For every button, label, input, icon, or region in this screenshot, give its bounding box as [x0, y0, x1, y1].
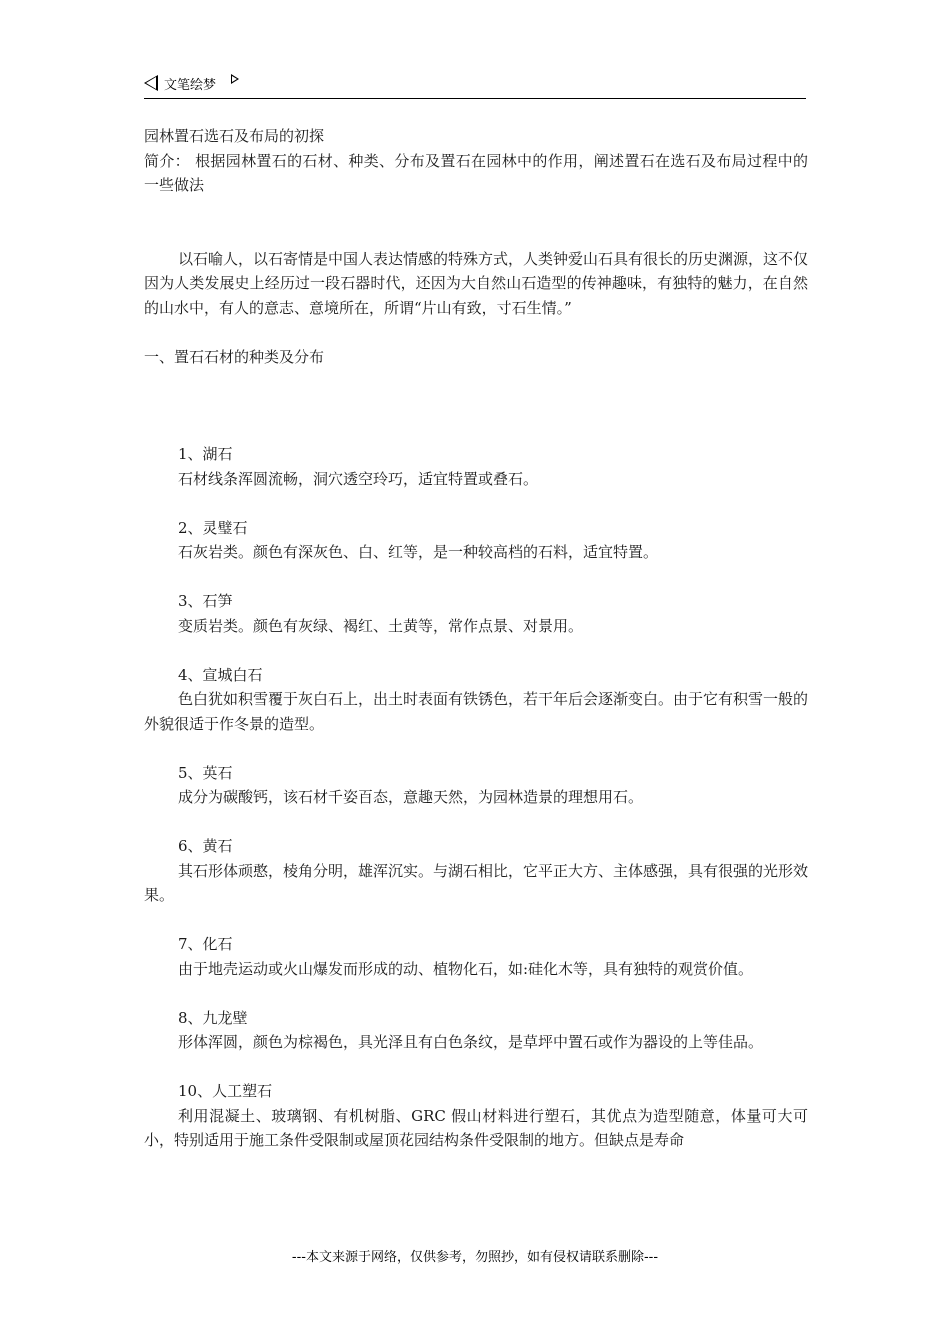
item-heading: 5、英石 [178, 763, 233, 782]
item-text: 色白犹如积雪覆于灰白石上，出土时表面有铁锈色，若干年后会逐渐变白。由于它有积雪一般的外貌很适于作冬景的造型。 [144, 690, 809, 733]
item-text: 利用混凝土、玻璃钢、有机树脂、GRC 假山材料进行塑石，其优点为造型随意，体量可大可小，特别适用于施工条件受限制或屋顶花园结构条件受限制的地方。但缺点是寿命 [144, 1106, 808, 1149]
item-text: 成分为碳酸钙，该石材千姿百态，意趣天然，为园林造景的理想用石。 [178, 788, 644, 806]
document-body [144, 124, 808, 1153]
intro-paragraph: 以石喻人，以石寄情是中国人表达情感的特殊方式，人类钟爱山石具有很长的历史渊源，这不仅因为人类发展史上经历过一段石器时代，还因为大自然山石造型的传神趣味，有独特的魅力，在自然的山水中，有人的意志、意境所在，所谓“片山有致，寸石生情。” [144, 249, 809, 317]
item-heading: 4、宣城白石 [178, 665, 263, 684]
item-text: 变质岩类。颜色有灰绿、褐红、土黄等，常作点景、对景用。 [178, 616, 584, 635]
item-text: 由于地壳运动或火山爆发而形成的动、植物化石，如:硅化木等，具有独特的观赏价值。 [178, 959, 754, 978]
document-summary: 简介： 根据园林置石的石材、种类、分布及置石在园林中的作用，阐述置石在选石及布局过程中的一些做法 [144, 151, 808, 194]
item-heading: 1、湖石 [178, 445, 233, 463]
triangle-right-icon [231, 74, 239, 84]
document-title: 园林置石选石及布局的初探 [144, 127, 325, 145]
item-heading: 6、黄石 [178, 837, 233, 855]
item-text: 形体浑圆，颜色为棕褐色，具光泽且有白色条纹，是草坪中置石或作为器设的上等佳品。 [178, 1033, 764, 1051]
page-footer: ---本文来源于网络，仅供参考，勿照抄，如有侵权请联系删除--- [291, 1250, 659, 1265]
header-title: 文笔绘梦 [164, 78, 217, 93]
item-heading: 8、九龙壁 [178, 1008, 248, 1027]
item-heading: 7、化石 [178, 935, 233, 953]
triangle-left-icon [144, 75, 158, 91]
section-heading: 一、置石石材的种类及分布 [144, 347, 325, 366]
item-text: 石材线条浑圆流畅，洞穴透空玲巧，适宜特置或叠石。 [178, 469, 539, 488]
item-text: 其石形体顽憨，棱角分明，雄浑沉实。与湖石相比，它平正大方、主体感强，具有很强的光形效果。 [144, 861, 809, 904]
item-heading: 10、人工塑石 [178, 1082, 273, 1100]
item-heading: 2、灵璧石 [178, 518, 248, 537]
item-heading: 3、石笋 [178, 592, 233, 610]
page-header [144, 72, 806, 99]
item-text: 石灰岩类。颜色有深灰色、白、红等，是一种较高档的石料，适宜特置。 [178, 543, 659, 561]
